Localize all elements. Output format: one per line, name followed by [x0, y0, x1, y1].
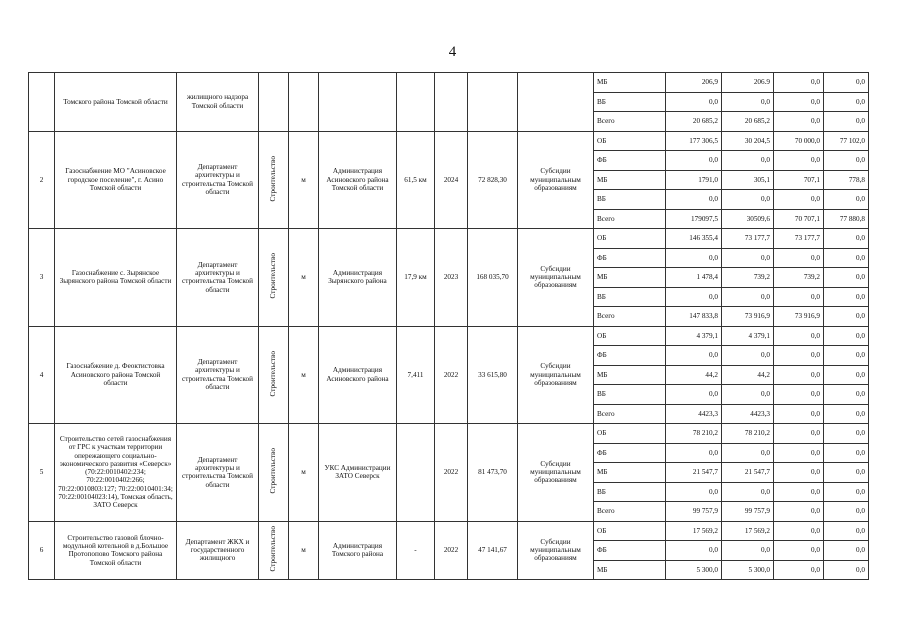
funding-total: 21 547,7 — [666, 463, 722, 483]
funding-total: 0,0 — [666, 287, 722, 307]
funding-year-1: 30509,6 — [722, 209, 774, 229]
funding-year-1: 20 685,2 — [722, 112, 774, 132]
funding-year-3: 0,0 — [824, 560, 869, 580]
funding-form: Субсидии муниципальным образованиям — [518, 229, 594, 327]
funding-total: 0,0 — [666, 443, 722, 463]
year: 2022 — [435, 326, 468, 424]
funding-total: 17 569,2 — [666, 521, 722, 541]
funding-source: ОБ — [594, 326, 666, 346]
estimated-cost: 33 615,80 — [468, 326, 518, 424]
table-row — [29, 326, 869, 346]
work-type-label: Строительство — [269, 448, 278, 494]
funding-source: ВБ — [594, 385, 666, 405]
funding-total: 99 757,9 — [666, 502, 722, 522]
work-type — [259, 521, 289, 580]
empty-cell — [259, 73, 289, 132]
funding-year-2: 0,0 — [774, 151, 824, 171]
funding-total: 78 210,2 — [666, 424, 722, 444]
table-row — [29, 73, 869, 93]
year: 2023 — [435, 229, 468, 327]
funding-year-2: 0,0 — [774, 443, 824, 463]
funding-year-2: 0,0 — [774, 463, 824, 483]
unit: м — [289, 326, 319, 424]
executor: Администрация Асиновского района — [319, 326, 397, 424]
funding-year-2: 0,0 — [774, 521, 824, 541]
funding-source: ОБ — [594, 521, 666, 541]
funding-form: Субсидии муниципальным образованиям — [518, 424, 594, 522]
funding-year-2: 0,0 — [774, 424, 824, 444]
funding-total: 206,9 — [666, 73, 722, 93]
funding-year-2: 0,0 — [774, 385, 824, 405]
funding-year-2: 0,0 — [774, 560, 824, 580]
funding-year-3: 0,0 — [824, 287, 869, 307]
estimated-cost: 81 473,70 — [468, 424, 518, 522]
row-number: 2 — [29, 131, 55, 229]
executor: УКС Администрации ЗАТО Северск — [319, 424, 397, 522]
funding-year-2: 0,0 — [774, 482, 824, 502]
funding-year-3: 77 102,0 — [824, 131, 869, 151]
funding-total: 179097,5 — [666, 209, 722, 229]
work-type — [259, 424, 289, 522]
object-name: Строительство газовой блочно-модульной котельной в д.Большое Протопопово Томского района Томской области — [55, 521, 177, 580]
funding-total: 5 300,0 — [666, 560, 722, 580]
object-name: Строительство сетей газоснабжения от ГРС к участкам территории опережающего социально-экономического развития «Северск» (70:22:0010402:234; 70:22:0010402:266; 70:22:0010803:127; 70:22:0010401:34; 70:22:0010402З:14), Томская область, ЗАТО Северск — [55, 424, 177, 522]
funding-year-3: 77 880,8 — [824, 209, 869, 229]
empty-cell — [289, 73, 319, 132]
funding-total: 0,0 — [666, 385, 722, 405]
funding-year-1: 305,1 — [722, 170, 774, 190]
funding-total: 0,0 — [666, 541, 722, 561]
funding-year-2: 70 000,0 — [774, 131, 824, 151]
funding-year-1: 0,0 — [722, 346, 774, 366]
funding-year-1: 206.9 — [722, 73, 774, 93]
executor: Администрация Томского района — [319, 521, 397, 580]
funding-year-2: 0,0 — [774, 326, 824, 346]
object-name: Газоснабжение с. Зырянское Зырянского района Томской области — [55, 229, 177, 327]
funding-source: ОБ — [594, 424, 666, 444]
funding-year-3: 0,0 — [824, 73, 869, 93]
funding-year-3: 0,0 — [824, 307, 869, 327]
estimated-cost: 47 141,67 — [468, 521, 518, 580]
funding-source: МБ — [594, 170, 666, 190]
funding-year-1: 0,0 — [722, 151, 774, 171]
funding-year-1: 73 177,7 — [722, 229, 774, 249]
funding-year-1: 0,0 — [722, 541, 774, 561]
object-name: Томского района Томской области — [55, 73, 177, 132]
funding-year-2: 0,0 — [774, 346, 824, 366]
customer: Департамент архитектуры и строительства Томской области — [177, 424, 259, 522]
funding-form: Субсидии муниципальным образованиям — [518, 131, 594, 229]
funding-year-3: 0,0 — [824, 151, 869, 171]
funding-year-1: 99 757,9 — [722, 502, 774, 522]
funding-source: Всего — [594, 112, 666, 132]
work-type-label: Строительство — [269, 253, 278, 299]
object-name: Газоснабжение МО "Асиновское городское поселение", г. Асино Томской области — [55, 131, 177, 229]
funding-total: 1791,0 — [666, 170, 722, 190]
funding-source: Всего — [594, 209, 666, 229]
funding-total: 20 685,2 — [666, 112, 722, 132]
row-number: 3 — [29, 229, 55, 327]
funding-source: ВБ — [594, 287, 666, 307]
funding-year-1: 739,2 — [722, 268, 774, 288]
funding-source: ОБ — [594, 229, 666, 249]
table-row — [29, 424, 869, 444]
funding-year-1: 0,0 — [722, 248, 774, 268]
funding-source: Всего — [594, 404, 666, 424]
funding-year-1: 0,0 — [722, 482, 774, 502]
investment-projects-table — [28, 72, 869, 580]
funding-total: 146 355,4 — [666, 229, 722, 249]
unit: м — [289, 424, 319, 522]
funding-year-1: 0,0 — [722, 190, 774, 210]
funding-year-3: 778,8 — [824, 170, 869, 190]
funding-year-1: 4 379,1 — [722, 326, 774, 346]
funding-source: ФБ — [594, 541, 666, 561]
empty-cell — [397, 73, 435, 132]
funding-year-2: 0,0 — [774, 190, 824, 210]
executor: Администрация Зырянского района — [319, 229, 397, 327]
estimated-cost: 168 035,70 — [468, 229, 518, 327]
year: 2022 — [435, 521, 468, 580]
funding-year-1: 30 204,5 — [722, 131, 774, 151]
work-type-label: Строительство — [269, 155, 278, 202]
funding-source: МБ — [594, 268, 666, 288]
funding-source: ФБ — [594, 248, 666, 268]
funding-year-1: 0,0 — [722, 443, 774, 463]
empty-cell — [468, 73, 518, 132]
customer: Департамент архитектуры и строительства Томской области — [177, 326, 259, 424]
funding-year-3: 0,0 — [824, 385, 869, 405]
row-number: 6 — [29, 521, 55, 580]
funding-year-3: 0,0 — [824, 346, 869, 366]
funding-year-2: 0,0 — [774, 502, 824, 522]
funding-total: 0,0 — [666, 151, 722, 171]
work-type-label: Строительство — [269, 350, 278, 397]
funding-source: ФБ — [594, 443, 666, 463]
funding-year-3: 0,0 — [824, 463, 869, 483]
funding-year-1: 21 547,7 — [722, 463, 774, 483]
funding-year-2: 707,1 — [774, 170, 824, 190]
funding-form: Субсидии муниципальным образованиям — [518, 326, 594, 424]
capacity — [397, 424, 435, 522]
funding-source: МБ — [594, 73, 666, 93]
funding-year-2: 0,0 — [774, 541, 824, 561]
table-row — [29, 229, 869, 249]
funding-total: 44,2 — [666, 365, 722, 385]
funding-year-3: 0,0 — [824, 482, 869, 502]
funding-year-3: 0,0 — [824, 404, 869, 424]
work-type — [259, 131, 289, 229]
funding-total: 147 833,8 — [666, 307, 722, 327]
funding-year-2: 0,0 — [774, 404, 824, 424]
funding-year-3: 0,0 — [824, 92, 869, 112]
funding-year-3: 0,0 — [824, 326, 869, 346]
year: 2024 — [435, 131, 468, 229]
empty-cell — [435, 73, 468, 132]
funding-year-3: 0,0 — [824, 112, 869, 132]
funding-source: МБ — [594, 365, 666, 385]
customer: Департамент архитектуры и строительства Томской области — [177, 229, 259, 327]
funding-year-3: 0,0 — [824, 190, 869, 210]
table-row — [29, 131, 869, 151]
unit: м — [289, 131, 319, 229]
funding-year-2: 0,0 — [774, 73, 824, 93]
funding-total: 1 478,4 — [666, 268, 722, 288]
funding-source: ВБ — [594, 482, 666, 502]
customer: жилищного надзора Томской области — [177, 73, 259, 132]
funding-year-2: 0,0 — [774, 248, 824, 268]
funding-total: 4 379,1 — [666, 326, 722, 346]
funding-total: 0,0 — [666, 248, 722, 268]
object-name: Газоснабжение д. Феоктистовка Асиновского района Томской области — [55, 326, 177, 424]
executor: Администрация Асиновского района Томской области — [319, 131, 397, 229]
funding-source: МБ — [594, 560, 666, 580]
capacity: - — [397, 521, 435, 580]
funding-total: 0,0 — [666, 190, 722, 210]
funding-year-3: 0,0 — [824, 268, 869, 288]
funding-year-1: 4423,3 — [722, 404, 774, 424]
funding-source: Всего — [594, 307, 666, 327]
funding-source: ФБ — [594, 151, 666, 171]
funding-year-3: 0,0 — [824, 502, 869, 522]
funding-total: 177 306,5 — [666, 131, 722, 151]
estimated-cost: 72 828,30 — [468, 131, 518, 229]
funding-year-2: 73 177,7 — [774, 229, 824, 249]
funding-year-2: 0,0 — [774, 92, 824, 112]
funding-year-2: 0,0 — [774, 365, 824, 385]
row-number: 4 — [29, 326, 55, 424]
capacity: 61,5 км — [397, 131, 435, 229]
funding-total: 4423,3 — [666, 404, 722, 424]
work-type — [259, 326, 289, 424]
funding-year-3: 0,0 — [824, 443, 869, 463]
funding-year-2: 73 916,9 — [774, 307, 824, 327]
empty-cell — [319, 73, 397, 132]
work-type — [259, 229, 289, 327]
capacity: 7,411 — [397, 326, 435, 424]
year: 2022 — [435, 424, 468, 522]
unit: м — [289, 521, 319, 580]
funding-year-1: 78 210,2 — [722, 424, 774, 444]
capacity: 17,9 км — [397, 229, 435, 327]
funding-source: ФБ — [594, 346, 666, 366]
funding-year-3: 0,0 — [824, 229, 869, 249]
funding-total: 0,0 — [666, 346, 722, 366]
table-row — [29, 521, 869, 541]
funding-source: МБ — [594, 463, 666, 483]
funding-total: 0,0 — [666, 92, 722, 112]
work-type-label: Строительство — [269, 526, 278, 572]
funding-year-1: 0,0 — [722, 287, 774, 307]
funding-form: Субсидии муниципальным образованиям — [518, 521, 594, 580]
funding-year-2: 739,2 — [774, 268, 824, 288]
funding-year-3: 0,0 — [824, 424, 869, 444]
funding-year-1: 17 569,2 — [722, 521, 774, 541]
row-number — [29, 73, 55, 132]
funding-source: Всего — [594, 502, 666, 522]
funding-year-2: 70 707,1 — [774, 209, 824, 229]
funding-year-1: 73 916,9 — [722, 307, 774, 327]
funding-year-1: 44,2 — [722, 365, 774, 385]
funding-total: 0,0 — [666, 482, 722, 502]
funding-year-2: 0,0 — [774, 287, 824, 307]
row-number: 5 — [29, 424, 55, 522]
unit: м — [289, 229, 319, 327]
funding-year-1: 0,0 — [722, 92, 774, 112]
empty-cell — [518, 73, 594, 132]
funding-source: ВБ — [594, 92, 666, 112]
customer: Департамент архитектуры и строительства Томской области — [177, 131, 259, 229]
funding-year-2: 0,0 — [774, 112, 824, 132]
customer: Департамент ЖКХ и государственного жилищного — [177, 521, 259, 580]
funding-year-1: 5 300,0 — [722, 560, 774, 580]
funding-year-1: 0,0 — [722, 385, 774, 405]
funding-year-3: 0,0 — [824, 365, 869, 385]
page-number: 4 — [448, 44, 457, 60]
funding-year-3: 0,0 — [824, 521, 869, 541]
funding-year-3: 0,0 — [824, 541, 869, 561]
funding-source: ВБ — [594, 190, 666, 210]
funding-year-3: 0,0 — [824, 248, 869, 268]
funding-source: ОБ — [594, 131, 666, 151]
